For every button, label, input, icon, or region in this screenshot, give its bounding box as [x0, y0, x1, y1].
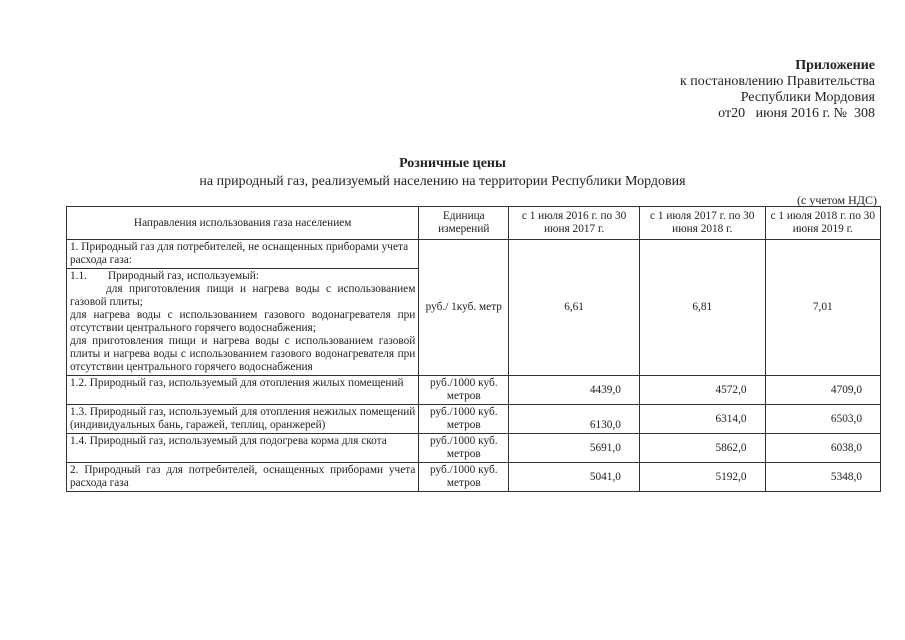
appendix-block: [680, 58, 875, 122]
row-1-1-item-3: для приготовления пищи и нагрева воды с использованием газовой плиты и нагрева воды с использованием газового водонагревателя при отсутствии центрального горячего водоснабжения: [70, 335, 416, 373]
row-2-label: 2. Природный газ для потребителей, оснащенных приборами учета расхода газа: [67, 463, 419, 492]
row-1-4-unit: руб./1000 куб. метров: [419, 434, 509, 463]
table-header-row: [67, 207, 881, 240]
row-1-4-label: 1.4. Природный газ, используемый для подогрева корма для скота: [67, 434, 419, 463]
document-title: Розничные цены: [399, 156, 506, 171]
row-1-1-heading: [70, 270, 415, 283]
table-row: [67, 376, 881, 405]
row-1-2-2016: 4439,0: [509, 376, 640, 405]
header-period-2017: с 1 июля 2017 г. по 30 июня 2018 г.: [639, 207, 765, 240]
row-1-2-2017: 4572,0: [639, 376, 765, 405]
row-1-3-unit: руб./1000 куб. метров: [419, 405, 509, 434]
table-row: [67, 463, 881, 492]
row-2-2016: 5041,0: [509, 463, 640, 492]
section-1-label: 1. Природный газ для потребителей, не оснащенных приборами учета расхода газа:: [67, 240, 419, 269]
row-1-3-2018: 6503,0: [765, 405, 880, 434]
row-1-2-unit: руб./1000 куб. метров: [419, 376, 509, 405]
vat-note: (с учетом НДС): [797, 193, 877, 207]
row-1-1-item-2: для нагрева воды с использованием газового водонагревателя при отсутствии центрального горячего водоснабжения;: [70, 309, 416, 334]
row-1-3-label: 1.3. Природный газ, используемый для отопления нежилых помещений (индивидуальных бань, гаражей, теплиц, оранжерей): [67, 405, 419, 434]
row-1-4-2017: 5862,0: [639, 434, 765, 463]
row-1-2-label: 1.2. Природный газ, используемый для отопления жилых помещений: [67, 376, 419, 405]
date-day: 20: [731, 106, 746, 121]
document-subtitle: на природный газ, реализуемый населению на территории Республики Мордовия: [199, 174, 686, 189]
row-1-1-number: 1.1.: [70, 270, 87, 282]
header-period-2018: с 1 июля 2018 г. по 30 июня 2019 г.: [765, 207, 880, 240]
row-2-unit: руб./1000 куб. метров: [419, 463, 509, 492]
row-1-1-2016: 6,61: [509, 240, 640, 376]
date-rest: июня 2016 г. №: [755, 106, 847, 121]
appendix-line-2: Республики Мордовия: [740, 90, 875, 105]
row-1-3-2016: 6130,0: [509, 405, 640, 434]
row-1-4-2016: 5691,0: [509, 434, 640, 463]
row-1-2-2018: 4709,0: [765, 376, 880, 405]
appendix-date-line: [680, 106, 875, 122]
header-unit: Единица измерений: [419, 207, 509, 240]
row-1-1-item-1: для приготовления пищи и нагрева воды с использованием газовой плиты;: [70, 283, 416, 308]
date-prefix: от: [718, 106, 732, 121]
row-1-1-description: [67, 269, 419, 376]
table-row: [67, 405, 881, 434]
appendix-line-1: к постановлению Правительства: [679, 74, 875, 89]
decree-number: 308: [854, 106, 875, 121]
row-1-1-title: Природный газ, используемый:: [108, 270, 259, 282]
header-direction: Направления использования газа населением: [67, 207, 419, 240]
row-1-3-2017: 6314,0: [639, 405, 765, 434]
row-1-1-2018: 7,01: [765, 240, 880, 376]
appendix-title: Приложение: [795, 58, 875, 73]
row-1-1-unit: руб./ 1куб. метр: [419, 240, 509, 376]
row-1-4-2018: 6038,0: [765, 434, 880, 463]
table-row: [67, 240, 881, 269]
table-row: [67, 434, 881, 463]
row-1-1-2017: 6,81: [639, 240, 765, 376]
row-2-2017: 5192,0: [639, 463, 765, 492]
price-table: [66, 206, 881, 492]
header-period-2016: с 1 июля 2016 г. по 30 июня 2017 г.: [509, 207, 640, 240]
row-2-2018: 5348,0: [765, 463, 880, 492]
